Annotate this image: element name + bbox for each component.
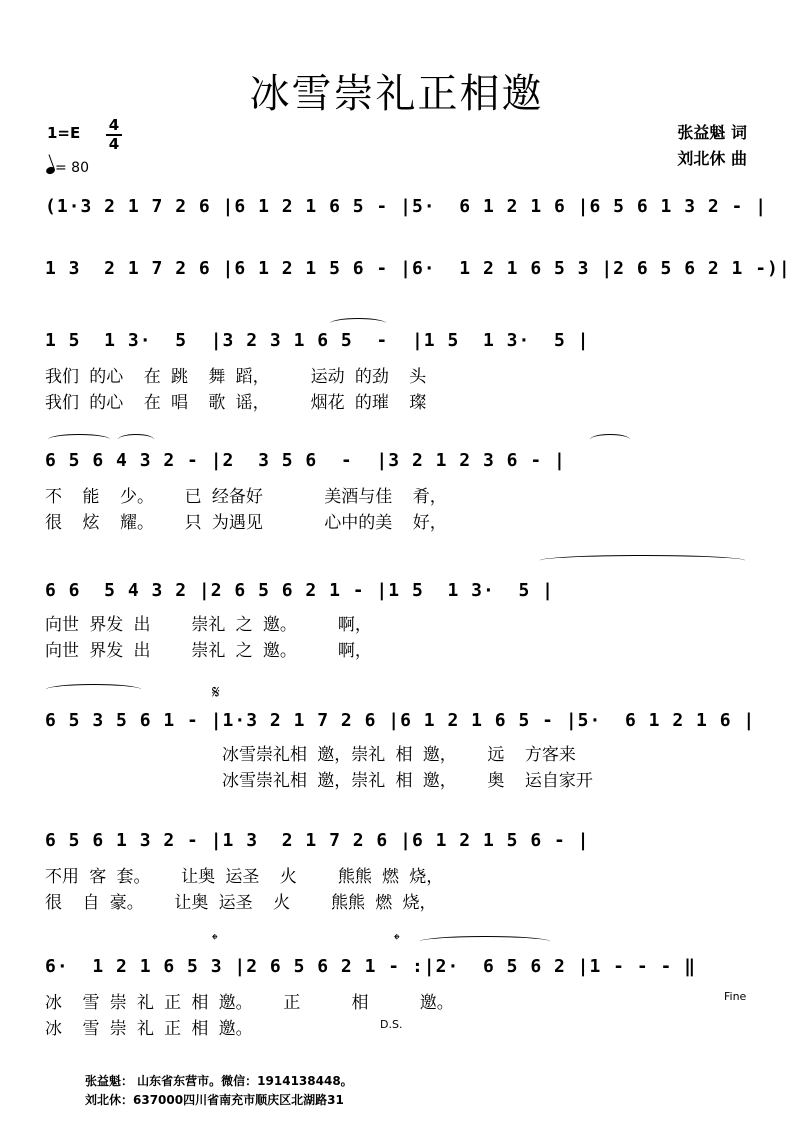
fine-marking: Fine — [724, 990, 747, 1003]
lyric-7-verse-1: 不用 客 套。 让奥 运圣 火 熊熊 燃 烧， — [45, 867, 444, 887]
score-line-1: (1·3 2 1 7 2 6 |6 1 2 1 6 5 - |5· 6 1 2 1 6 |6 5 6 1 3 2 - | — [45, 196, 768, 217]
lyric-8-verse-2: 冰 雪 崇 礼 正 相 邀。 — [45, 1019, 253, 1039]
time-signature-top: 4 — [108, 116, 120, 134]
slur — [330, 318, 386, 329]
slur — [118, 434, 154, 445]
tempo-marking: = 80 — [46, 160, 89, 176]
score-line-4: 6 5 6 4 3 2 - |2 3 5 6 - |3 2 1 2 3 6 - | — [45, 450, 566, 471]
slur — [48, 434, 110, 445]
lyric-5-verse-2: 向世 界发 出 崇礼 之 邀。 啊， — [45, 641, 372, 661]
slur — [590, 434, 630, 445]
footer-line-2: 刘北休：637000四川省南充市顺庆区北湖路31 — [85, 1093, 344, 1107]
lyricist-credit: 张益魁 词 — [677, 123, 747, 142]
song-title: 冰雪崇礼正相邀 — [249, 71, 544, 117]
lyric-4-verse-1: 不 能 少。 已 经备好 美酒与佳 肴， — [45, 487, 447, 507]
lyric-6-verse-2: 冰雪崇礼相 邀，崇礼 相 邀， 奥 运自家开 — [222, 771, 593, 791]
composer-credit: 刘北休 曲 — [677, 149, 747, 168]
coda-icon: 𝄌 — [212, 930, 218, 949]
score-line-7: 6 5 6 1 3 2 - |1 3 2 1 7 2 6 |6 1 2 1 5 6 - | — [45, 830, 590, 851]
score-line-6: 6 5 3 5 6 1 - |1·3 2 1 7 2 6 |6 1 2 1 6 5 - |5· 6 1 2 1 6 | — [45, 710, 756, 731]
lyric-7-verse-2: 很 自 豪。 让奥 运圣 火 熊熊 燃 烧， — [45, 893, 437, 913]
slur — [540, 555, 745, 566]
ds-marking: D.S. — [380, 1018, 403, 1031]
footer-line-1: 张益魁： 山东省东营市。微信：1914138448。 — [85, 1074, 353, 1088]
time-signature-bottom: 4 — [108, 135, 120, 153]
lyric-4-verse-2: 很 炫 耀。 只 为遇见 心中的美 好， — [45, 513, 447, 533]
slur — [46, 684, 141, 695]
score-line-3: 1 5 1 3· 5 |3 2 3 1 6 5 - |1 5 1 3· 5 | — [45, 330, 590, 351]
lyric-5-verse-1: 向世 界发 出 崇礼 之 邀。 啊， — [45, 615, 372, 635]
score-line-8: 6· 1 2 1 6 5 3 |2 6 5 6 2 1 - :|2· 6 5 6 2 |1 - - - ‖ — [45, 956, 697, 977]
lyric-3-verse-2: 我们 的心 在 唱 歌 谣， 烟花 的璀 璨 — [45, 393, 427, 413]
lyric-8-verse-1: 冰 雪 崇 礼 正 相 邀。 正 相 邀。 — [45, 993, 454, 1013]
segno-icon: 𝄋 — [212, 682, 220, 703]
slur — [420, 936, 550, 947]
score-line-2: 1 3 2 1 7 2 6 |6 1 2 1 5 6 - |6· 1 2 1 6 5 3 |2 6 5 6 2 1 -)| — [45, 258, 791, 279]
coda-icon-2: 𝄌 — [394, 930, 400, 949]
score-line-5: 6 6 5 4 3 2 |2 6 5 6 2 1 - |1 5 1 3· 5 | — [45, 580, 554, 601]
time-signature — [104, 118, 124, 152]
lyric-6-verse-1: 冰雪崇礼相 邀，崇礼 相 邀， 远 方客来 — [222, 745, 576, 765]
lyric-3-verse-1: 我们 的心 在 跳 舞 蹈， 运动 的劲 头 — [45, 367, 427, 387]
key-signature: 1=E — [47, 124, 81, 142]
